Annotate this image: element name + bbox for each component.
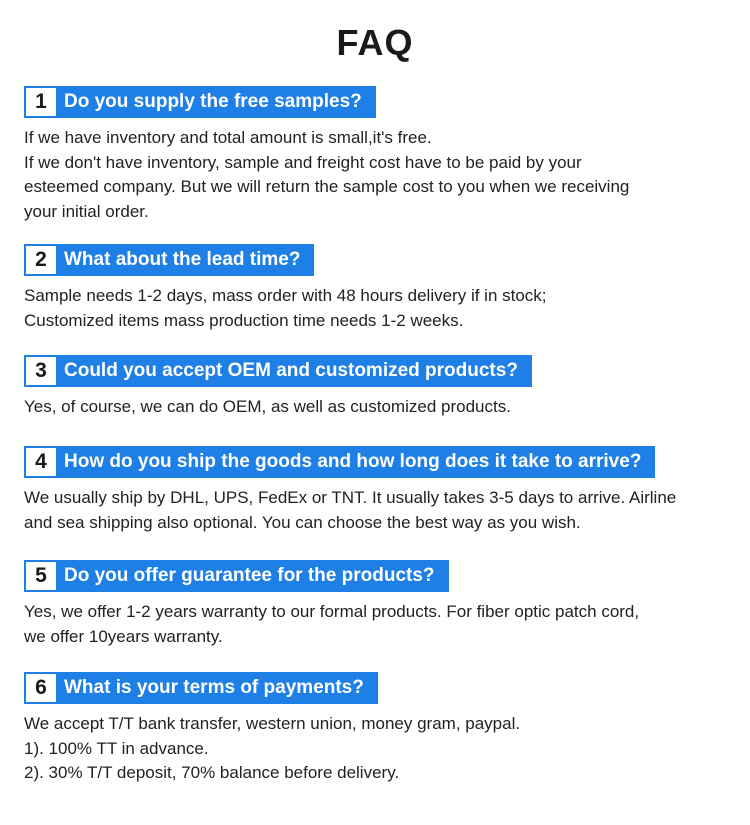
question-number: 6 <box>26 674 56 702</box>
question-text: What about the lead time? <box>64 249 301 270</box>
answer-text <box>24 126 724 224</box>
faq-item-4 <box>24 446 724 535</box>
question-number: 1 <box>26 88 56 116</box>
answer-line: We usually ship by DHL, UPS, FedEx or TNT. It usually takes 3-5 days to arrive. Airline <box>24 488 677 507</box>
question-text: What is your terms of payments? <box>64 677 364 698</box>
answer-text <box>24 486 724 535</box>
page-title: FAQ <box>336 22 414 63</box>
question-number: 5 <box>26 562 56 590</box>
answer-line: esteemed company. But we will return the sample cost to you when we receiving <box>24 177 630 196</box>
faq-item-3 <box>24 355 724 420</box>
question-number: 3 <box>26 357 56 385</box>
faq-item-2 <box>24 244 724 333</box>
answer-line: 1). 100% TT in advance. <box>24 738 209 758</box>
answer-text <box>24 600 724 649</box>
answer-text <box>24 712 724 786</box>
question-banner <box>24 446 655 478</box>
answer-line: Yes, of course, we can do OEM, as well as customized products. <box>24 397 511 416</box>
answer-line: Customized items mass production time needs 1-2 weeks. <box>24 310 464 330</box>
answer-line: your initial order. <box>24 201 149 221</box>
question-text: Could you accept OEM and customized products? <box>64 360 518 381</box>
question-banner <box>24 672 378 704</box>
question-banner <box>24 244 314 276</box>
question-number: 2 <box>26 246 56 274</box>
question-banner <box>24 560 449 592</box>
question-number: 4 <box>26 448 56 476</box>
question-banner <box>24 86 376 118</box>
answer-line: If we have inventory and total amount is small,it's free. <box>24 128 432 147</box>
question-text: How do you ship the goods and how long does it take to arrive? <box>64 451 642 472</box>
question-text: Do you supply the free samples? <box>64 91 362 112</box>
answer-line: 2). 30% T/T deposit, 70% balance before delivery. <box>24 763 400 782</box>
answer-line: We accept T/T bank transfer, western union, money gram, paypal. <box>24 714 521 733</box>
faq-item-6 <box>24 672 724 786</box>
answer-line: and sea shipping also optional. You can choose the best way as you wish. <box>24 512 581 532</box>
answer-line: Sample needs 1-2 days, mass order with 48 hours delivery if in stock; <box>24 286 547 305</box>
faq-item-5 <box>24 560 724 649</box>
answer-text <box>24 284 724 333</box>
answer-line: Yes, we offer 1-2 years warranty to our formal products. For fiber optic patch cord, <box>24 602 640 621</box>
answer-text <box>24 395 724 420</box>
question-text: Do you offer guarantee for the products? <box>64 565 435 586</box>
question-banner <box>24 355 532 387</box>
faq-item-1 <box>24 86 724 224</box>
answer-line: we offer 10years warranty. <box>24 626 223 646</box>
answer-line: If we don't have inventory, sample and freight cost have to be paid by your <box>24 152 582 172</box>
